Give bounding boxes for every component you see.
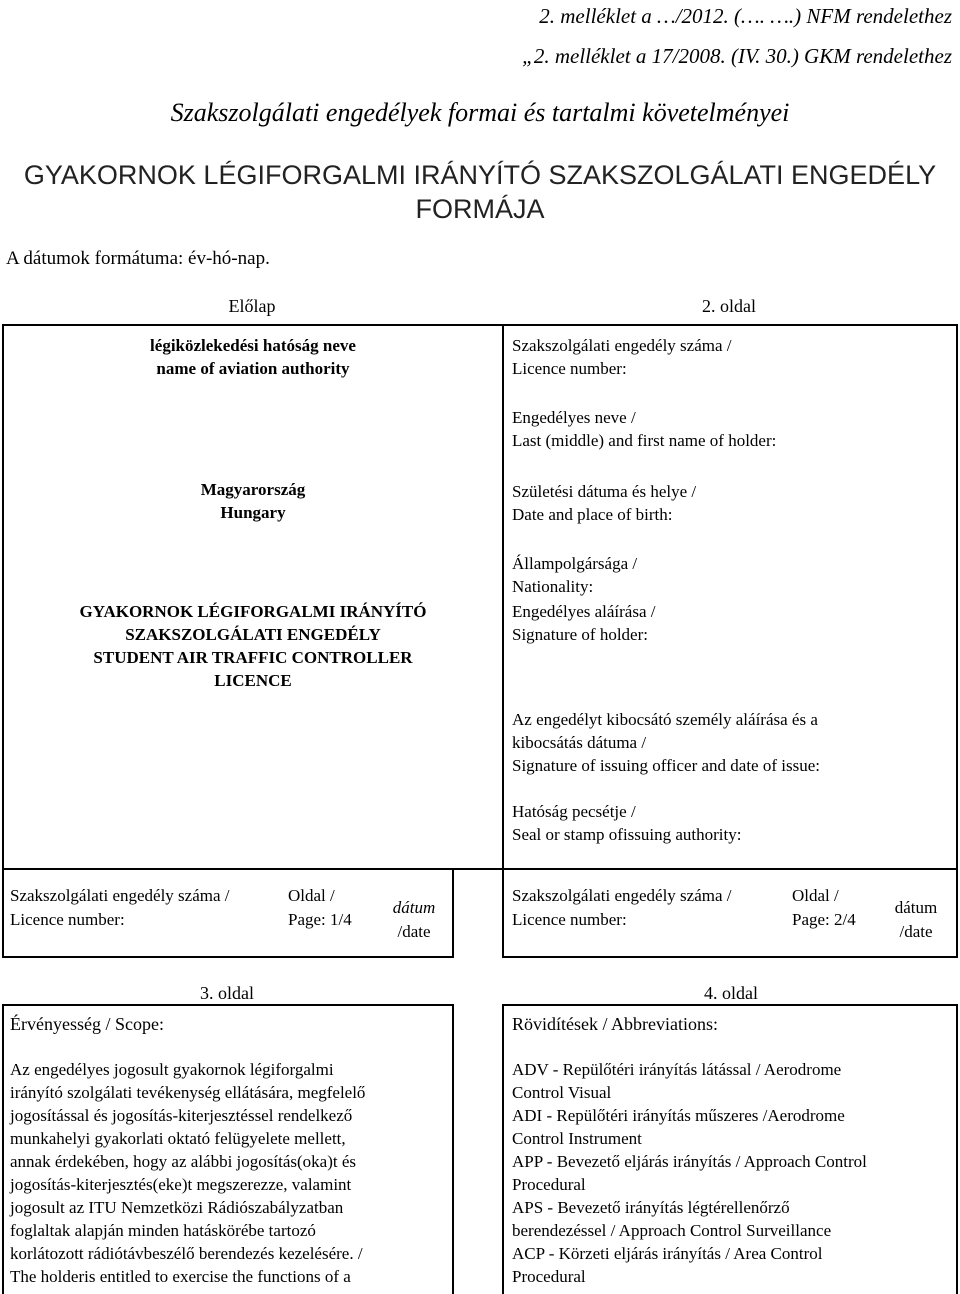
birth-field: Születési dátuma és helye / Date and place of birth: [512, 482, 697, 524]
footer-page2-licence: Szakszolgálati engedély száma / Licence number: [512, 886, 732, 929]
document-subtitle: GYAKORNOK LÉGIFORGALMI IRÁNYÍTÓ SZAKSZOLGÁLATI ENGEDÉLY FORMÁJA [23, 160, 937, 224]
abbreviations-title: Rövidítések / Abbreviations: [512, 1014, 718, 1034]
abbreviations-list: ADV - Repülőtéri irányítás látással / Aerodrome Control Visual ADI - Repülőtéri irányítás műszeres /Aerodrome Control Instrument APP - Bevezető eljárás irányítás / Approach Control Procedural APS - Bevezető irányítás légtérellenőrző berendezéssel / Approach Control Surveillance ACP - Körzeti eljárás irányítás / Area Control Procedural [512, 1060, 867, 1286]
nationality-field: Állampolgársága / Nationality: [512, 554, 638, 596]
footer-page1-box [2, 868, 454, 958]
page3-heading: 3. oldal [200, 983, 254, 1003]
country-name: Magyarország Hungary [200, 480, 306, 522]
page4-box [502, 1004, 958, 1294]
header-original-annex-line: „2. melléklet a 17/2008. (IV. 30.) GKM rendelethez [522, 44, 952, 68]
page2-box [502, 324, 958, 870]
footer-page2-box [502, 868, 958, 958]
front-page-box [2, 324, 504, 870]
document-title: Szakszolgálati engedélyek formai és tartalmi követelményei [170, 98, 790, 127]
page3-box [2, 1004, 454, 1294]
page2-heading: 2. oldal [702, 296, 756, 316]
scope-text: Az engedélyes jogosult gyakornok légiforgalmi irányító szolgálati tevékenység ellátására, megfelelő jogosítással és jogosítás-kiterjesztéssel rendelkező munkahelyi gyakorlati oktató felügyelete mellett, annak érdekében, hogy az alábbi jogosítás(oka)t és jogosítás-kiterjesztés(eke)t megszerezze, valamint jogosult az ITU Nemzetközi Rádiószabályzatban foglaltak alapján minden hatáskörébe tartozó korlátozott rádiótávbeszélő berendezés kezelésére. / The holderis entitled to exercise the functions of a [10, 1060, 366, 1286]
holder-name-field: Engedélyes neve / Last (middle) and first name of holder: [512, 408, 777, 450]
footer-page2-date: dátum /date [894, 898, 938, 941]
licence-number-field: Szakszolgálati engedély száma / Licence number: [512, 336, 732, 378]
front-heading: Előlap [228, 296, 276, 316]
header-annex-line: 2. melléklet a …/2012. (…. ….) NFM rendelethez [539, 4, 952, 28]
footer-page1-date: dátum /date [392, 898, 436, 941]
licence-type-title: GYAKORNOK LÉGIFORGALMI IRÁNYÍTÓ SZAKSZOLGÁLATI ENGEDÉLY STUDENT AIR TRAFFIC CONTROLLER LICENCE [79, 602, 427, 690]
issuing-officer-field: Az engedélyt kibocsátó személy aláírása és a kibocsátás dátuma / Signature of issuing officer and date of issue: [512, 710, 820, 775]
authority-name: légiközlekedési hatóság neve name of aviation authority [150, 336, 356, 378]
date-format-note: A dátumok formátuma: év-hó-nap. [6, 248, 270, 269]
footer-page1-page: Oldal / Page: 1/4 [288, 886, 352, 929]
footer-page1-licence: Szakszolgálati engedély száma / Licence number: [10, 886, 230, 929]
scope-label: Érvényesség / Scope: [10, 1014, 164, 1034]
page4-heading: 4. oldal [704, 983, 758, 1003]
holder-signature-field: Engedélyes aláírása / Signature of holder: [512, 602, 656, 644]
footer-page2-page: Oldal / Page: 2/4 [792, 886, 856, 929]
authority-seal-field: Hatóság pecsétje / Seal or stamp ofissuing authority: [512, 802, 742, 844]
